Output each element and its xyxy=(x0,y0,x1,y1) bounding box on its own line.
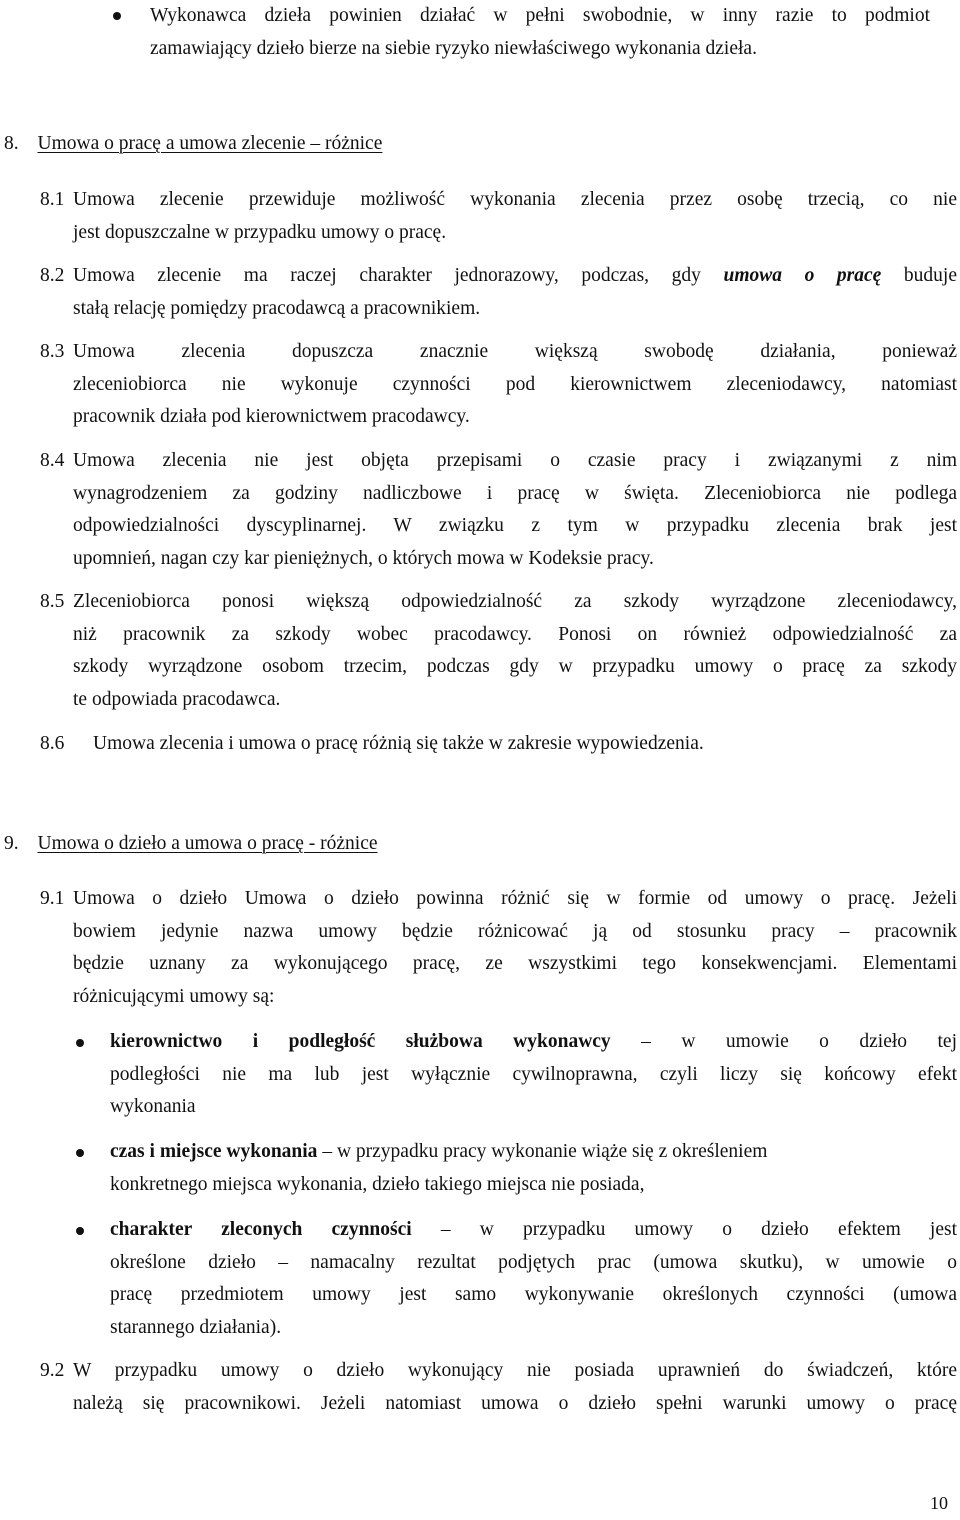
bullet-point-icon xyxy=(113,12,121,20)
text-line: Wykonawca dzieła powinien działać w pełni swobodnie, w inny razie to podmiot xyxy=(150,5,930,26)
text-line: zleceniobiorca nie wykonuje czynności pod kierownictwem zleceniodawcy, natomiast xyxy=(73,373,957,395)
text-segment: – w umowie o dzieło tej xyxy=(610,1031,957,1052)
text-line: pracę przedmiotem umowy jest samo wykonywanie określonych czynności (umowa xyxy=(110,1284,957,1305)
text-line: określone dzieło – namacalny rezultat podjętych prac (umowa skutku), w umowie o xyxy=(110,1251,957,1273)
text-line: Zleceniobiorca ponosi większą odpowiedzialność za szkody wyrządzone zleceniodawcy, xyxy=(73,591,957,612)
paragraph-number: 9.1 xyxy=(40,888,65,909)
text-line xyxy=(73,260,957,293)
text-line: zamawiający dzieło bierze na siebie ryzyko niewłaściwego wykonania dzieła. xyxy=(150,37,757,59)
text-segment: – w przypadku pracy wykonanie wiąże się z określeniem xyxy=(317,1141,768,1162)
text-line: bowiem jedynie nazwa umowy będzie różnicować ją od stosunku pracy – pracownik xyxy=(73,920,957,942)
paragraph-9-1 xyxy=(73,883,957,1013)
text-line: te odpowiada pracodawca. xyxy=(73,688,281,710)
page-number: 10 xyxy=(930,1493,948,1513)
paragraph-8-1 xyxy=(73,184,957,249)
text-line: odpowiedzialności dyscyplinarnej. W związku z tym w przypadku zlecenia brak jest xyxy=(73,515,957,536)
paragraph-number: 8.2 xyxy=(40,265,65,286)
text-line: jest dopuszczalne w przypadku umowy o pracę. xyxy=(73,221,447,243)
bullet-term: kierownictwo i podległość służbowa wykonawcy xyxy=(110,1031,611,1052)
text-line: pracownik działa pod kierownictwem pracodawcy. xyxy=(73,406,470,427)
section-9-heading xyxy=(4,828,378,861)
text-line: konkretnego miejsca wykonania, dzieło takiego miejsca nie posiada, xyxy=(110,1173,645,1195)
paragraph-number: 9.2 xyxy=(40,1360,65,1381)
paragraph-8-6 xyxy=(93,728,957,761)
section-number: 8. xyxy=(4,133,19,154)
paragraph-8-2 xyxy=(73,260,957,325)
bullet-term: charakter zleconych czynności xyxy=(110,1219,412,1240)
paragraph-number: 8.1 xyxy=(40,189,65,210)
section-number: 9. xyxy=(4,833,19,854)
section-title: Umowa o pracę a umowa zlecenie – różnice xyxy=(37,133,383,154)
text-line: wynagrodzeniem za godziny nadliczbowe i pracę w święta. Zleceniobiorca nie podlega xyxy=(73,482,957,504)
paragraph-number: 8.5 xyxy=(40,591,65,612)
text-line: Umowa o dzieło Umowa o dzieło powinna różnić się w formie od umowy o pracę. Jeżeli xyxy=(73,888,957,909)
paragraph-number: 8.6 xyxy=(40,733,65,754)
bullet-term: czas i miejsce wykonania xyxy=(110,1141,318,1162)
text-line: należą się pracownikowi. Jeżeli natomiast umowa o dzieło spełni warunki umowy o pracę xyxy=(73,1392,957,1414)
text-line: wykonania xyxy=(110,1096,196,1117)
text-line: podległości nie ma lub jest wyłącznie cywilnoprawna, czyli liczy się końcowy efekt xyxy=(110,1063,957,1085)
text-line: niż pracownik za szkody wobec pracodawcy. Ponosi on również odpowiedzialność za xyxy=(73,623,957,645)
text-line: upomnień, nagan czy kar pieniężnych, o których mowa w Kodeksie pracy. xyxy=(73,547,654,569)
section-title: Umowa o dzieło a umowa o pracę - różnice xyxy=(37,833,378,854)
text-line: Umowa zlecenie przewiduje możliwość wykonania zlecenia przez osobę trzecią, co nie xyxy=(73,189,957,210)
text-segment: – w przypadku umowy o dzieło efektem jest xyxy=(411,1219,958,1240)
text-line: różnicującymi umowy są: xyxy=(73,985,275,1007)
intro-bullet-text xyxy=(150,0,930,65)
bullet-point-icon xyxy=(76,1227,84,1235)
bullet-item xyxy=(110,1136,957,1201)
paragraph-8-4 xyxy=(73,445,957,575)
section-8-heading xyxy=(4,128,382,161)
text-line: Umowa zlecenia dopuszcza znacznie większą swobodę działania, ponieważ xyxy=(73,341,957,362)
emphasized-term: umowa o pracę xyxy=(723,265,882,286)
text-line: szkody wyrządzone osobom trzecim, podczas gdy w przypadku umowy o pracę za szkody xyxy=(73,656,957,677)
bullet-item xyxy=(110,1026,957,1124)
text-line xyxy=(110,1026,957,1059)
text-segment: Umowa zlecenie ma raczej charakter jednorazowy, podczas, gdy xyxy=(73,265,724,286)
text-line xyxy=(110,1136,957,1169)
bullet-item xyxy=(110,1214,957,1344)
paragraph-8-5 xyxy=(73,586,957,716)
text-line: starannego działania). xyxy=(110,1316,282,1338)
text-line xyxy=(110,1214,957,1247)
text-segment: buduje xyxy=(881,265,957,286)
bullet-point-icon xyxy=(76,1039,84,1047)
text-line: Umowa zlecenia i umowa o pracę różnią się także w zakresie wypowiedzenia. xyxy=(93,733,704,754)
paragraph-9-2 xyxy=(73,1355,957,1420)
text-line: stałą relację pomiędzy pracodawcą a pracownikiem. xyxy=(73,297,481,319)
text-line: będzie uznany za wykonującego pracę, ze wszystkimi tego konsekwencjami. Elementami xyxy=(73,953,957,974)
bullet-point-icon xyxy=(76,1149,84,1157)
paragraph-8-3 xyxy=(73,336,957,434)
text-line: W przypadku umowy o dzieło wykonujący nie posiada uprawnień do świadczeń, które xyxy=(73,1360,957,1381)
paragraph-number: 8.3 xyxy=(40,341,65,362)
paragraph-number: 8.4 xyxy=(40,450,65,471)
text-line: Umowa zlecenia nie jest objęta przepisami o czasie pracy i związanymi z nim xyxy=(73,450,957,471)
